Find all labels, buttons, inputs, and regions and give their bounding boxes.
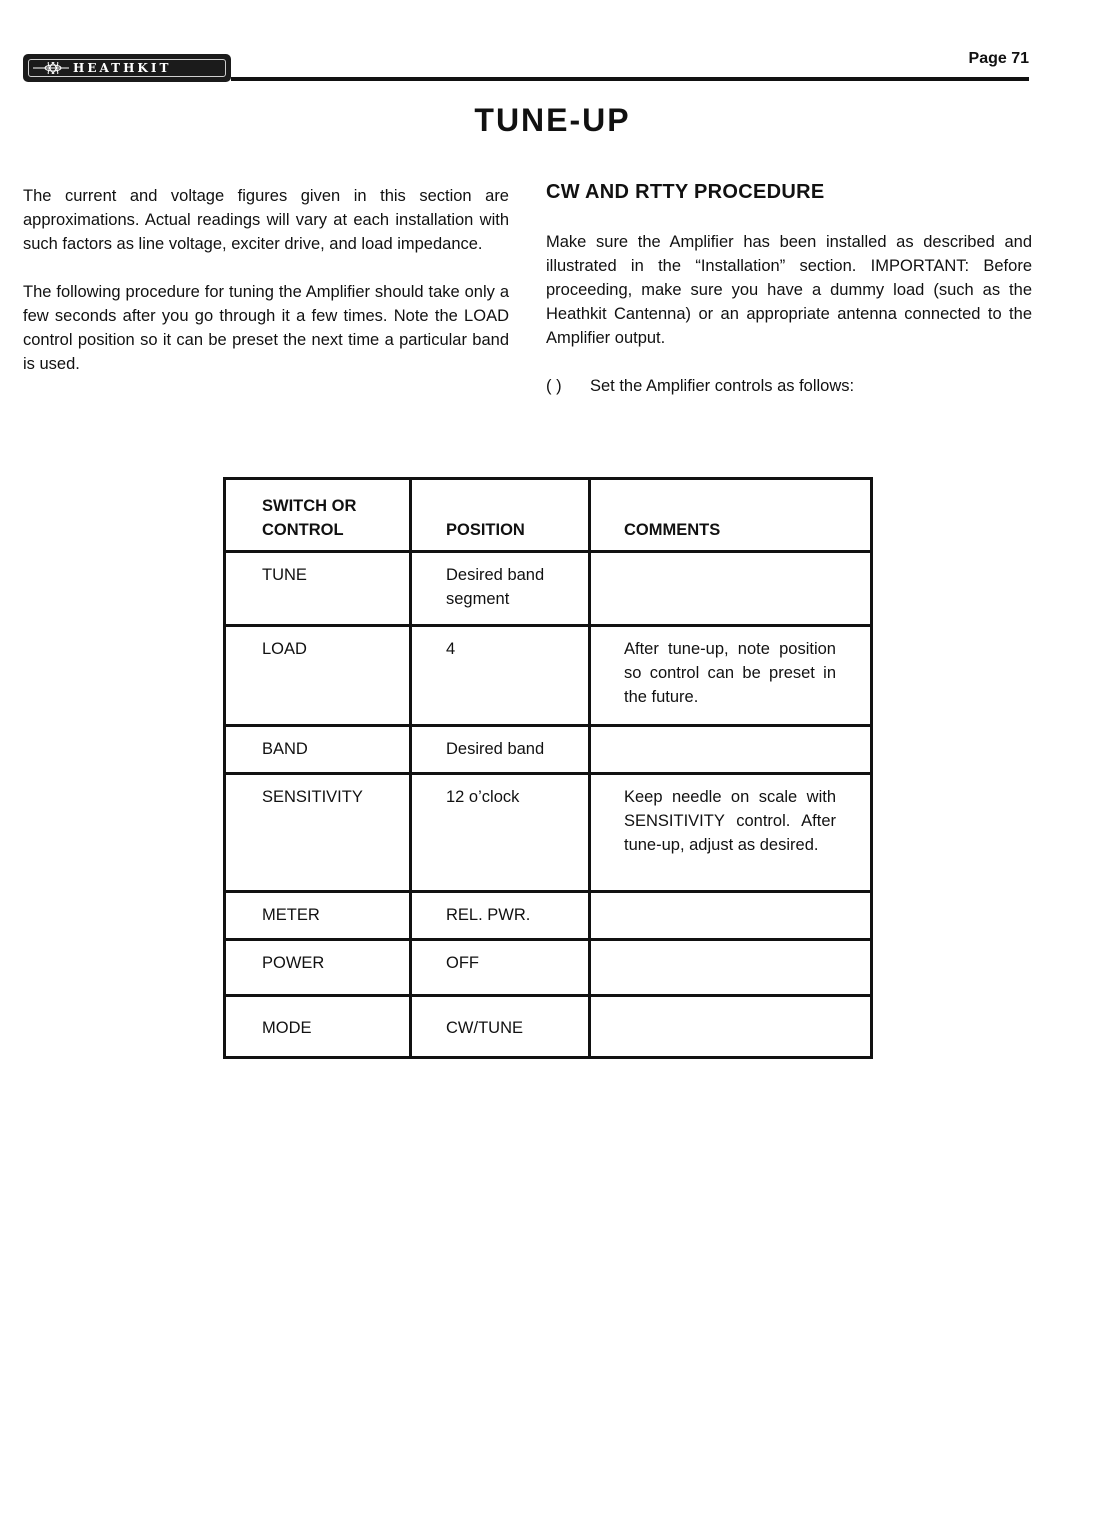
cell-position: CW/TUNE [411,996,590,1058]
setup-paragraph: Make sure the Amplifier has been installed as described and illustrated in the “Installation” section. IMPORTANT: Before proceeding, make sure you have a dummy load (such as the Heathkit Cantenna) or an appropriate antenna connected to the Amplifier output. [546,233,1032,347]
step-checkbox: ( ) [546,377,562,395]
table-row [225,940,872,996]
table-row [225,892,872,940]
cell-control: LOAD [225,626,411,726]
cell-position: 12 o’clock [411,774,590,892]
table-row [225,726,872,774]
right-column [546,181,1032,398]
logo-text: HEATHKIT [73,61,172,75]
section-heading: CW AND RTTY PROCEDURE [546,181,825,203]
logo-inner-frame [28,59,226,77]
atom-emblem-icon [33,62,69,74]
table-row [225,552,872,626]
header-rule [231,77,1029,81]
cell-position: Desired band [411,726,590,774]
intro-paragraph: The current and voltage figures given in this section are approximations. Actual readings will vary at each installation with such factors as line voltage, exciter drive, and load impedance. [23,187,509,253]
cell-position: OFF [411,940,590,996]
checklist-step [546,374,1032,398]
cell-position: Desired band segment [411,552,590,626]
cell-control: BAND [225,726,411,774]
cell-comments: After tune-up, note position so control can be preset in the future. [590,626,872,726]
cell-comments [590,996,872,1058]
cell-position: REL. PWR. [411,892,590,940]
cell-comments [590,726,872,774]
procedure-paragraph: The following procedure for tuning the Amplifier should take only a few seconds after you go through it a few times. Note the LOAD control position so it can be preset the next time a particular band is used. [23,283,509,373]
cell-control: SENSITIVITY [225,774,411,892]
cell-control: TUNE [225,552,411,626]
left-column [23,184,509,400]
controls-table [223,477,873,1059]
table-row [225,996,872,1058]
table-header-row [225,479,872,552]
cell-comments [590,892,872,940]
heathkit-logo [23,54,231,82]
cell-control: METER [225,892,411,940]
step-text: Set the Amplifier controls as follows: [590,377,855,395]
header-comments: COMMENTS [590,479,872,552]
header-position: POSITION [411,479,590,552]
page-title: TUNE-UP [474,102,631,138]
cell-comments [590,552,872,626]
header-control: SWITCH OR CONTROL [225,479,411,552]
table-row [225,774,872,892]
cell-position: 4 [411,626,590,726]
cell-control: POWER [225,940,411,996]
table-row [225,626,872,726]
cell-control: MODE [225,996,411,1058]
cell-comments [590,940,872,996]
page-number: Page 71 [968,50,1029,67]
cell-comments: Keep needle on scale with SENSITIVITY control. After tune-up, adjust as desired. [590,774,872,892]
